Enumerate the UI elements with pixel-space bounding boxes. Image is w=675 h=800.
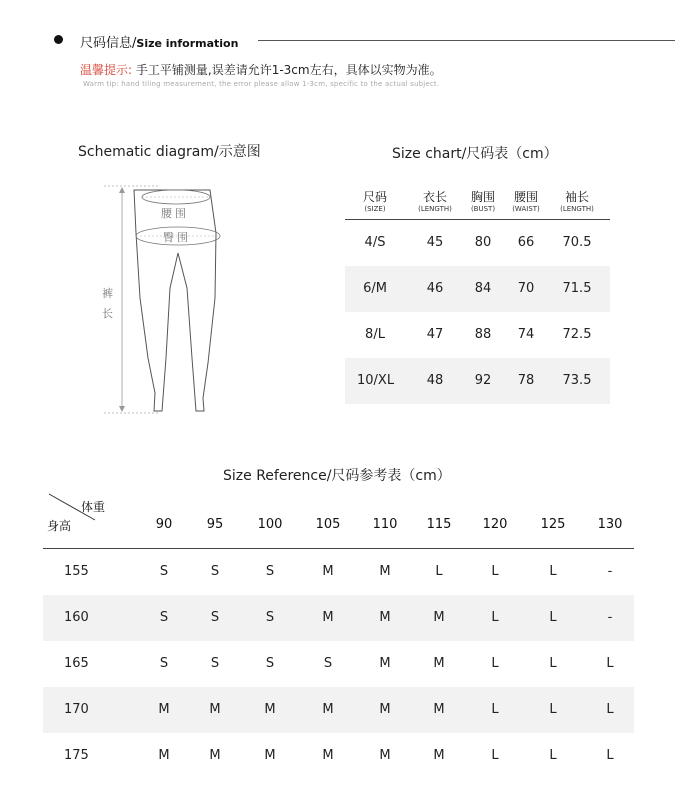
size-cell: M (209, 702, 221, 717)
size-chart-cell: 70 (517, 281, 535, 296)
weight-header-cell: 105 (315, 517, 341, 532)
size-reference-header (43, 492, 634, 549)
size-chart-table (345, 189, 610, 404)
size-cell: M (322, 610, 334, 625)
header-divider (258, 40, 675, 41)
size-cell: S (210, 656, 220, 671)
size-chart-cell: 10/XL (357, 373, 395, 388)
size-cell: - (607, 610, 613, 625)
length-label-bottom: 长 (102, 307, 113, 320)
size-cell: L (549, 610, 557, 625)
weight-label: 体重 (81, 500, 106, 514)
size-chart-cell: 73.5 (562, 373, 592, 388)
size-cell: M (433, 656, 445, 671)
size-cell: S (210, 564, 220, 579)
size-cell: L (549, 656, 557, 671)
size-chart-row (345, 220, 610, 266)
weight-header-cell: 95 (206, 517, 224, 532)
size-cell: S (323, 656, 333, 671)
weight-header-cell: 120 (482, 517, 508, 532)
header-waist: 腰围 (WAIST) (512, 190, 540, 213)
title-en: Size information (136, 37, 239, 50)
size-chart-cell: 8/L (365, 327, 385, 342)
size-cell: M (379, 610, 391, 625)
tip-english: Warm tip: hand tiling measurement, the error please allow 1-3cm, specific to the actual subject. (83, 80, 440, 88)
weight-header-cell: 100 (257, 517, 283, 532)
size-cell: M (433, 610, 445, 625)
size-cell: M (433, 702, 445, 717)
header-length: 衣长 (LENGTH) (418, 190, 452, 213)
size-chart-cell: 70.5 (562, 235, 592, 250)
size-cell: M (264, 748, 276, 763)
size-cell: M (433, 748, 445, 763)
size-chart-cell: 71.5 (562, 281, 592, 296)
size-cell: M (264, 702, 276, 717)
size-chart-header (345, 189, 610, 220)
size-cell: L (491, 748, 499, 763)
size-cell: L (549, 748, 557, 763)
size-cell: S (210, 610, 220, 625)
title-zh: 尺码信息/ (80, 36, 137, 51)
bullet-dot (54, 35, 63, 44)
weight-header-cell: 110 (372, 517, 398, 532)
height-cell: 165 (64, 656, 89, 671)
size-cell: L (549, 564, 557, 579)
size-cell: L (491, 656, 499, 671)
warm-tip (80, 61, 442, 78)
header-size: 尺码 (SIZE) (362, 190, 387, 213)
weight-header-cell: 130 (597, 517, 623, 532)
size-cell: S (265, 610, 275, 625)
size-chart-title: Size chart/尺码表（cm） (392, 146, 558, 162)
size-chart-cell: 88 (474, 327, 492, 342)
size-cell: S (159, 656, 169, 671)
header-bust: 胸围 (BUST) (470, 190, 496, 213)
size-chart-cell: 66 (517, 235, 535, 250)
size-cell: S (265, 564, 275, 579)
size-cell: M (379, 702, 391, 717)
size-chart-cell: 92 (474, 373, 492, 388)
size-cell: M (322, 702, 334, 717)
size-chart-cell: 84 (474, 281, 492, 296)
waist-label: 腰围 (161, 207, 189, 220)
size-cell: L (491, 564, 499, 579)
size-reference-table (43, 492, 634, 779)
height-cell: 160 (64, 610, 89, 625)
weight-header-cell: 90 (155, 517, 173, 532)
size-chart-row (345, 358, 610, 404)
size-chart-row (345, 266, 610, 312)
weight-header-cell: 115 (426, 517, 452, 532)
size-cell: L (435, 564, 443, 579)
size-chart-cell: 80 (474, 235, 492, 250)
size-chart-cell: 4/S (364, 235, 386, 250)
size-chart-cell: 74 (517, 327, 535, 342)
size-reference-title: Size Reference/尺码参考表（cm） (223, 468, 451, 484)
size-chart-row (345, 312, 610, 358)
size-cell: M (322, 748, 334, 763)
size-cell: L (491, 610, 499, 625)
size-cell: M (379, 656, 391, 671)
size-cell: M (379, 564, 391, 579)
size-chart-cell: 45 (426, 235, 444, 250)
tip-label: 温馨提示: (80, 63, 133, 77)
size-reference-row (43, 595, 634, 641)
size-chart-cell: 78 (517, 373, 535, 388)
size-cell: M (322, 564, 334, 579)
size-cell: L (606, 748, 614, 763)
size-chart-cell: 72.5 (562, 327, 592, 342)
size-cell: M (158, 702, 170, 717)
size-chart-cell: 47 (426, 327, 444, 342)
size-cell: M (209, 748, 221, 763)
size-reference-row (43, 687, 634, 733)
header-sleeve: 袖长 (LENGTH) (560, 190, 594, 213)
size-cell: S (159, 610, 169, 625)
diagram-title: Schematic diagram/示意图 (78, 144, 261, 160)
size-cell: L (491, 702, 499, 717)
height-cell: 155 (64, 564, 89, 579)
size-chart-cell: 48 (426, 373, 444, 388)
size-reference-row (43, 549, 634, 595)
size-cell: M (158, 748, 170, 763)
length-label-top: 裤 (102, 287, 113, 300)
size-cell: L (549, 702, 557, 717)
size-cell: S (159, 564, 169, 579)
tip-text: 手工平铺测量,误差请允许1-3cm左右，具体以实物为准。 (135, 63, 442, 77)
size-chart-cell: 6/M (363, 281, 387, 296)
size-cell: - (607, 564, 613, 579)
size-cell: L (606, 656, 614, 671)
weight-header-cell: 125 (540, 517, 566, 532)
size-chart-cell: 46 (426, 281, 444, 296)
height-label: 身高 (47, 519, 72, 533)
size-cell: M (379, 748, 391, 763)
size-cell: S (265, 656, 275, 671)
height-cell: 175 (64, 748, 89, 763)
size-reference-row (43, 733, 634, 779)
height-cell: 170 (64, 702, 89, 717)
section-title (80, 32, 238, 51)
hip-label: 臀围 (163, 231, 191, 244)
size-cell: L (606, 702, 614, 717)
size-reference-row (43, 641, 634, 687)
